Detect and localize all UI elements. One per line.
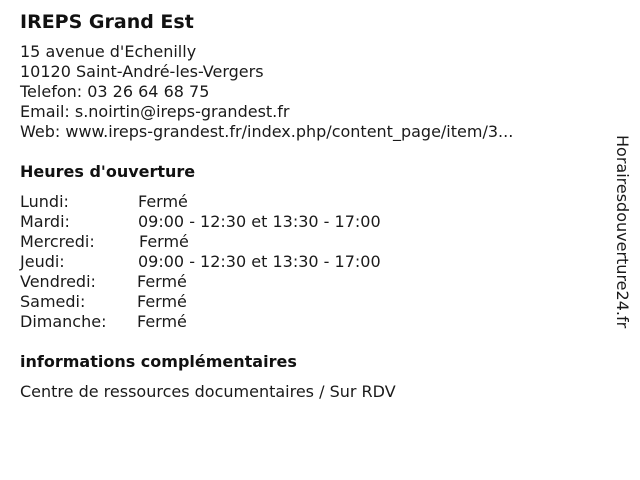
day-hours: 09:00 - 12:30 et 13:30 - 17:00: [138, 212, 381, 231]
hours-row-monday: [20, 192, 590, 212]
brand-watermark: [610, 135, 634, 345]
hours-row-sunday: [20, 312, 590, 332]
address-line-city: 10120 Saint-André-les-Vergers: [20, 62, 264, 81]
hours-row-saturday: [20, 292, 590, 312]
business-name: IREPS Grand Est: [20, 11, 194, 33]
hours-row-tuesday: [20, 212, 590, 232]
day-label: Lundi:: [20, 192, 69, 211]
phone-number: Telefon: 03 26 64 68 75: [20, 82, 210, 101]
hours-row-wednesday: [20, 232, 590, 252]
day-label: Jeudi:: [20, 252, 65, 271]
day-label: Dimanche:: [20, 312, 107, 331]
hours-row-friday: [20, 272, 590, 292]
day-hours: Fermé: [138, 192, 188, 211]
day-hours: 09:00 - 12:30 et 13:30 - 17:00: [138, 252, 381, 271]
day-label: Samedi:: [20, 292, 86, 311]
opening-hours-table: [20, 192, 590, 332]
day-hours: Fermé: [137, 312, 187, 331]
day-hours: Fermé: [137, 292, 187, 311]
day-label: Vendredi:: [20, 272, 96, 291]
address-line-street: 15 avenue d'Echenilly: [20, 42, 197, 61]
hours-row-thursday: [20, 252, 590, 272]
day-hours: Fermé: [137, 272, 187, 291]
day-label: Mardi:: [20, 212, 70, 231]
brand-watermark-text: Horairesdouverture24.fr: [613, 135, 632, 329]
additional-info-heading: informations complémentaires: [20, 352, 297, 371]
day-hours: Fermé: [139, 232, 189, 251]
day-label: Mercredi:: [20, 232, 95, 251]
opening-hours-heading: Heures d'ouverture: [20, 162, 196, 181]
website-link[interactable]: Web: www.ireps-grandest.fr/index.php/content_page/item/3...: [20, 122, 514, 141]
additional-info-text: Centre de ressources documentaires / Sur RDV: [20, 382, 396, 401]
business-card: [20, 10, 590, 402]
email-address: Email: s.noirtin@ireps-grandest.fr: [20, 102, 290, 121]
